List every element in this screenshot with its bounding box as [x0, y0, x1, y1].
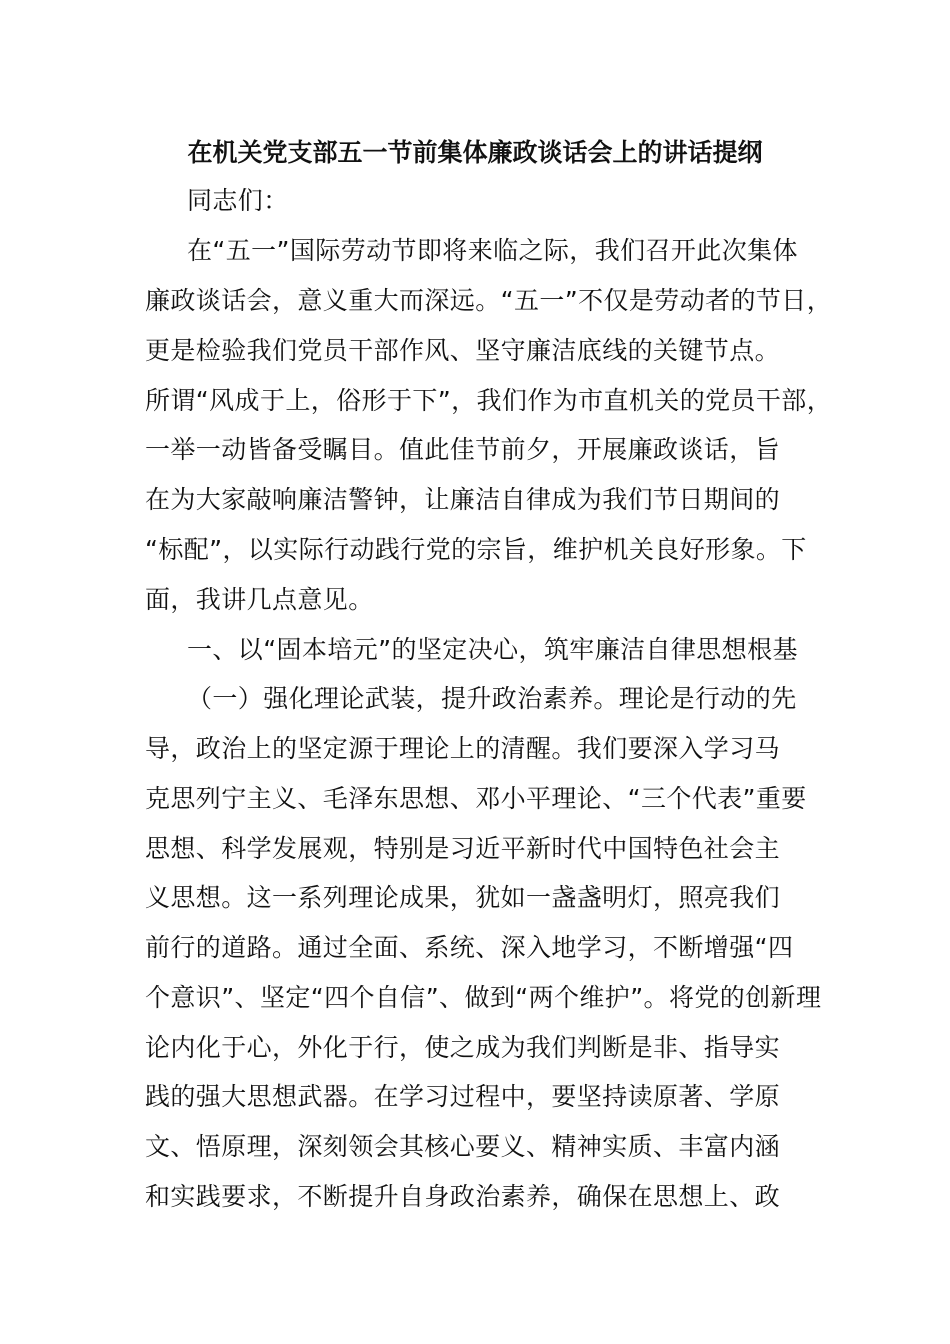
section-heading: 一、以“固本培元”的坚定决心，筑牢廉洁自律思想根基 — [187, 635, 798, 664]
salutation-line: 同志们： — [187, 186, 289, 215]
paragraph-line: 论内化于心，外化于行，使之成为我们判断是非、指导实 — [145, 1033, 781, 1062]
paragraph-line: 个意识”、坚定“四个自信”、做到“两个维护”。将党的创新理 — [145, 983, 822, 1012]
paragraph-line: 在为大家敲响廉洁警钟，让廉洁自律成为我们节日期间的 — [145, 485, 781, 514]
paragraph-line: 践的强大思想武器。在学习过程中，要坚持读原著、学原 — [145, 1082, 781, 1111]
paragraph-line: 导，政治上的坚定源于理论上的清醒。我们要深入学习马 — [145, 734, 781, 763]
subsection-line: （一）强化理论武装，提升政治素养。理论是行动的先 — [187, 684, 797, 713]
paragraph-line: 一举一动皆备受瞩目。值此佳节前夕，开展廉政谈话，旨 — [145, 435, 781, 464]
paragraph-line: 廉政谈话会，意义重大而深远。“五一”不仅是劳动者的节日， — [145, 286, 833, 315]
paragraph-line: 文、悟原理，深刻领会其核心要义、精神实质、丰富内涵 — [145, 1132, 781, 1161]
paragraph-line: 和实践要求，不断提升自身政治素养，确保在思想上、政 — [145, 1182, 781, 1211]
paragraph-line: “标配”，以实际行动践行党的宗旨，维护机关良好形象。下 — [145, 535, 807, 564]
paragraph-line: 思想、科学发展观，特别是习近平新时代中国特色社会主 — [145, 834, 781, 863]
paragraph-line: 前行的道路。通过全面、系统、深入地学习，不断增强“四 — [145, 933, 794, 962]
paragraph-line: 义思想。这一系列理论成果，犹如一盏盏明灯，照亮我们 — [145, 883, 781, 912]
document-title: 在机关党支部五一节前集体廉政谈话会上的讲话提纲 — [187, 138, 763, 167]
paragraph-line: 在“五一”国际劳动节即将来临之际，我们召开此次集体 — [187, 236, 798, 265]
paragraph-line: 所谓“风成于上，俗形于下”，我们作为市直机关的党员干部， — [145, 386, 833, 415]
paragraph-line: 克思列宁主义、毛泽东思想、邓小平理论、“三个代表”重要 — [145, 784, 807, 813]
paragraph-line: 面，我讲几点意见。 — [145, 585, 374, 614]
paragraph-line: 更是检验我们党员干部作风、坚守廉洁底线的关键节点。 — [145, 336, 781, 365]
